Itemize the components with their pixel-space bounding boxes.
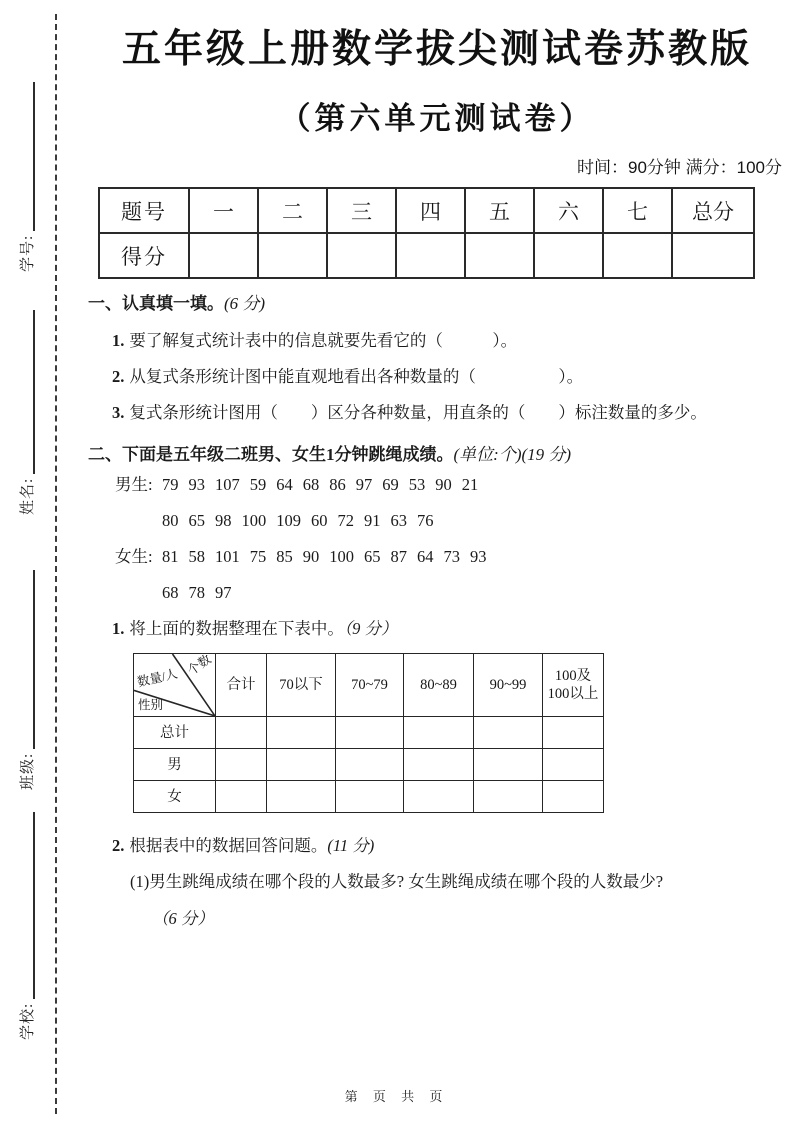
question-col-1: 一 <box>189 188 258 233</box>
stats-blank-cell <box>543 781 604 813</box>
score-cell <box>603 233 672 278</box>
section-two-note: (单位:个)(19 分) <box>453 445 572 464</box>
question-1-points: （9 分） <box>343 619 398 638</box>
score-value: 72 <box>337 511 354 530</box>
corner-label-gender: 性别 <box>138 698 164 712</box>
female-scores-line-2 <box>115 575 786 611</box>
score-value: 73 <box>443 547 460 566</box>
question-1-text: 将上面的数据整理在下表中。 <box>129 619 344 638</box>
question-col-4: 四 <box>396 188 465 233</box>
score-cell <box>396 233 465 278</box>
school-field <box>14 812 42 1040</box>
stats-row-female <box>134 781 604 813</box>
score-value: 69 <box>382 475 399 494</box>
score-value: 60 <box>311 511 328 530</box>
score-value: 65 <box>364 547 381 566</box>
score-value: 76 <box>417 511 434 530</box>
score-value: 97 <box>355 475 373 494</box>
school-blank-line <box>14 812 35 999</box>
fill-item-2 <box>112 365 786 388</box>
question-1-line <box>112 617 786 641</box>
score-value: 87 <box>390 547 407 566</box>
stats-blank-cell <box>216 781 267 813</box>
score-cell <box>672 233 754 278</box>
stats-row-label-total: 总计 <box>134 717 216 749</box>
fill-item-1 <box>112 329 786 352</box>
statistics-table <box>133 653 604 813</box>
score-value: 91 <box>364 511 381 530</box>
stats-blank-cell <box>404 781 474 813</box>
fill-item-2-text: 从复式条形统计图中能直观地看出各种数量的（ ）。 <box>129 367 584 386</box>
fill-item-1-number: 1. <box>112 331 125 350</box>
question-1-number: 1. <box>112 619 125 638</box>
score-value: 64 <box>276 475 293 494</box>
question-col-total: 总分 <box>672 188 754 233</box>
score-cell <box>258 233 327 278</box>
stats-blank-cell <box>336 749 404 781</box>
question-col-7: 七 <box>603 188 672 233</box>
score-value: 98 <box>215 511 232 530</box>
stats-row-label-female: 女 <box>134 781 216 813</box>
stats-col-100-plus: 100及100以上 <box>543 654 604 717</box>
class-blank-line <box>14 570 35 749</box>
section-one-title: 一、认真填一填。 <box>88 294 224 313</box>
stats-blank-cell <box>543 749 604 781</box>
section-one-heading <box>88 292 786 316</box>
stats-row-grand-total <box>134 717 604 749</box>
score-value: 68 <box>162 583 179 602</box>
score-value: 101 <box>215 547 240 566</box>
stats-blank-cell <box>543 717 604 749</box>
score-value: 100 <box>329 547 354 566</box>
score-row <box>99 233 754 278</box>
question-col-3: 三 <box>327 188 396 233</box>
stats-blank-cell <box>474 749 543 781</box>
fill-item-2-number: 2. <box>112 367 125 386</box>
student-id-label: 学号: <box>20 234 36 272</box>
class-label: 班级: <box>20 752 36 790</box>
score-value: 97 <box>215 583 232 602</box>
score-summary-table <box>98 187 755 279</box>
diagonal-corner-cell <box>134 654 216 717</box>
stats-blank-cell <box>404 749 474 781</box>
score-value: 58 <box>188 547 205 566</box>
stats-blank-cell <box>474 781 543 813</box>
score-label: 得分 <box>99 233 189 278</box>
score-value: 64 <box>417 547 434 566</box>
question-col-2: 二 <box>258 188 327 233</box>
school-label: 学校: <box>20 1002 36 1040</box>
question-2-points: (11 分) <box>327 836 375 855</box>
stats-blank-cell <box>216 749 267 781</box>
stats-col-below-70: 70以下 <box>267 654 336 717</box>
score-value: 63 <box>390 511 407 530</box>
paper-content <box>88 0 786 931</box>
stats-blank-cell <box>267 717 336 749</box>
score-value: 93 <box>188 475 205 494</box>
paper-title: 五年级上册数学拔尖测试卷苏教版 <box>121 28 752 71</box>
female-label: 女生: <box>115 547 153 566</box>
score-value: 107 <box>215 475 240 494</box>
corner-label-quantity: 数量/人 <box>135 666 180 690</box>
corner-label-count: 个数 <box>185 652 214 678</box>
score-value: 75 <box>249 547 267 566</box>
score-value: 79 <box>162 475 179 494</box>
score-value: 53 <box>408 475 426 494</box>
student-name-blank-line <box>14 310 35 474</box>
section-one-points: (6 分) <box>224 294 266 313</box>
female-scores-line-1 <box>115 539 786 575</box>
score-cell <box>189 233 258 278</box>
score-value: 80 <box>162 511 179 530</box>
stats-row-male <box>134 749 604 781</box>
student-id-blank-line <box>14 82 35 231</box>
page-footer: 第 页 共 页 <box>344 1089 449 1104</box>
stats-blank-cell <box>336 781 404 813</box>
score-value: 68 <box>302 475 320 494</box>
score-value: 81 <box>162 547 179 566</box>
section-two-title: 二、下面是五年级二班男、女生1分钟跳绳成绩。 <box>88 445 454 464</box>
stats-row-label-male: 男 <box>134 749 216 781</box>
question-col-6: 六 <box>534 188 603 233</box>
stats-col-total: 合计 <box>216 654 267 717</box>
section-two-heading <box>88 443 786 467</box>
score-value: 85 <box>276 547 293 566</box>
stats-blank-cell <box>216 717 267 749</box>
fill-item-3-number: 3. <box>112 403 125 422</box>
male-scores-line-2 <box>115 503 786 539</box>
question-2-text: 根据表中的数据回答问题。 <box>129 836 328 855</box>
question-2-sub-1-points: （6 分） <box>152 909 214 928</box>
female-scores-values-2 <box>162 583 242 602</box>
stats-col-90-99: 90~99 <box>474 654 543 717</box>
class-field <box>14 570 42 790</box>
question-number-row <box>99 188 754 233</box>
score-cell <box>327 233 396 278</box>
score-cell <box>534 233 603 278</box>
stats-blank-cell <box>404 717 474 749</box>
stats-col-80-89: 80~89 <box>404 654 474 717</box>
student-id-field <box>14 82 42 272</box>
score-cell <box>465 233 534 278</box>
stats-col-70-79: 70~79 <box>336 654 404 717</box>
stats-blank-cell <box>336 717 404 749</box>
male-label: 男生: <box>115 475 153 494</box>
score-value: 86 <box>329 475 346 494</box>
score-value: 78 <box>188 583 205 602</box>
fill-item-1-text: 要了解复式统计表中的信息就要先看它的（ ）。 <box>129 331 518 350</box>
question-2-line <box>112 834 786 858</box>
score-value: 21 <box>461 475 479 494</box>
question-2-sub-1: (1)男生跳绳成绩在哪个段的人数最多? 女生跳绳成绩在哪个段的人数最少? <box>130 872 664 891</box>
stats-blank-cell <box>267 749 336 781</box>
stats-blank-cell <box>474 717 543 749</box>
fill-item-3-text: 复式条形统计图用（ ）区分各种数量，用直条的（ ）标注数量的多少。 <box>129 403 707 422</box>
exam-time-score-info: 时间：90分钟 满分：100分 <box>577 158 782 177</box>
question-col-5: 五 <box>465 188 534 233</box>
fill-item-3 <box>112 401 786 424</box>
score-value: 109 <box>276 511 301 530</box>
question-number-label: 题号 <box>99 188 189 233</box>
stats-blank-cell <box>267 781 336 813</box>
score-value: 93 <box>470 547 487 566</box>
male-scores-line-1 <box>115 467 786 503</box>
male-scores-values-2 <box>162 511 444 530</box>
male-scores-values-1 <box>162 475 488 494</box>
score-value: 100 <box>241 511 267 530</box>
female-scores-values-1 <box>162 547 497 566</box>
score-value: 65 <box>188 511 205 530</box>
student-name-field <box>14 310 42 515</box>
score-value: 59 <box>249 475 267 494</box>
paper-subtitle: （第六单元测试卷） <box>279 101 595 136</box>
score-value: 90 <box>302 547 320 566</box>
score-value: 90 <box>435 475 452 494</box>
question-2-number: 2. <box>112 836 125 855</box>
student-name-label: 姓名: <box>20 477 36 515</box>
statistics-header-row <box>134 654 604 717</box>
